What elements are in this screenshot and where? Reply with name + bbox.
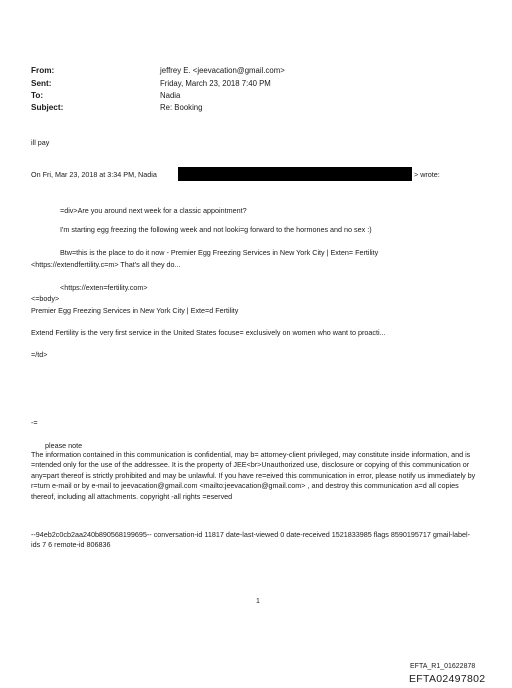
- quote-link: <https://exten=fertility.com>: [60, 283, 148, 292]
- from-value: jeffrey E. <jeevacation@gmail.com>: [160, 66, 285, 75]
- message-metadata: --94eb2c0cb2aa240b890568199695-- conversation-id 11817 date-last-viewed 0 date-received 1521833985 flags 8590195717 gmail-label-ids 7 6 remote-id 806836: [31, 530, 471, 550]
- quote-line-1: =div>Are you around next week for a classic appointment?: [60, 206, 247, 215]
- quote-body-tag: <=body>: [31, 294, 60, 303]
- subject-label: Subject:: [31, 103, 64, 112]
- quote-line-3a: Btw=this is the place to do it now - Premier Egg Freezing Services in New York City | Exten= Fertility: [60, 248, 379, 257]
- quote-line-2: I'm starting egg freezing the following week and not looki=g forward to the hormones and no sex :): [60, 225, 372, 234]
- quote-intro: On Fri, Mar 23, 2018 at 3:34 PM, Nadia: [31, 170, 157, 179]
- page-number: 1: [256, 598, 260, 605]
- note-body: The information contained in this communication is confidential, may b= attorney-client privileged, may constitute inside information, and is =ntended only for the use of the addressee. It is the property of JEE<br>Unauthorized use, disclosure or copying of this communication or any=part thereof is strictly prohibited and may be unlawful. If you have re=eived this communication in error, please notify us immediately by r=turn e-mail or by e-mail to jeevacation@gmail.com <mailto:jeevacation@gmail.com> , and destroy this communication a=d all copies thereof, including all attachments. copyright -all rights =eserved: [31, 450, 476, 501]
- reply-text: ill pay: [31, 138, 50, 147]
- quote-td-tag: =/td>: [31, 350, 48, 359]
- sent-value: Friday, March 23, 2018 7:40 PM: [160, 79, 271, 88]
- subject-value: Re: Booking: [160, 103, 203, 112]
- separator-marker: -=: [31, 418, 38, 427]
- quote-line-7: Extend Fertility is the very first service in the United States focuse= exclusively on women who want to proacti...: [31, 328, 386, 337]
- to-value: Nadia: [160, 91, 181, 100]
- sent-label: Sent:: [31, 79, 52, 88]
- redaction-block: [178, 167, 412, 181]
- quote-line-3b: <https://extendfertility.c=m> That's all they do...: [31, 260, 181, 269]
- to-label: To:: [31, 91, 44, 100]
- quote-intro-wrote: > wrote:: [414, 170, 440, 179]
- from-label: From:: [31, 66, 55, 75]
- quote-line-6: Premier Egg Freezing Services in New York City | Exte=d Fertility: [31, 306, 239, 315]
- doc-id-large: EFTA02497802: [409, 673, 486, 685]
- doc-id-small: EFTA_R1_01622878: [410, 663, 476, 670]
- note-title: please note: [45, 441, 83, 450]
